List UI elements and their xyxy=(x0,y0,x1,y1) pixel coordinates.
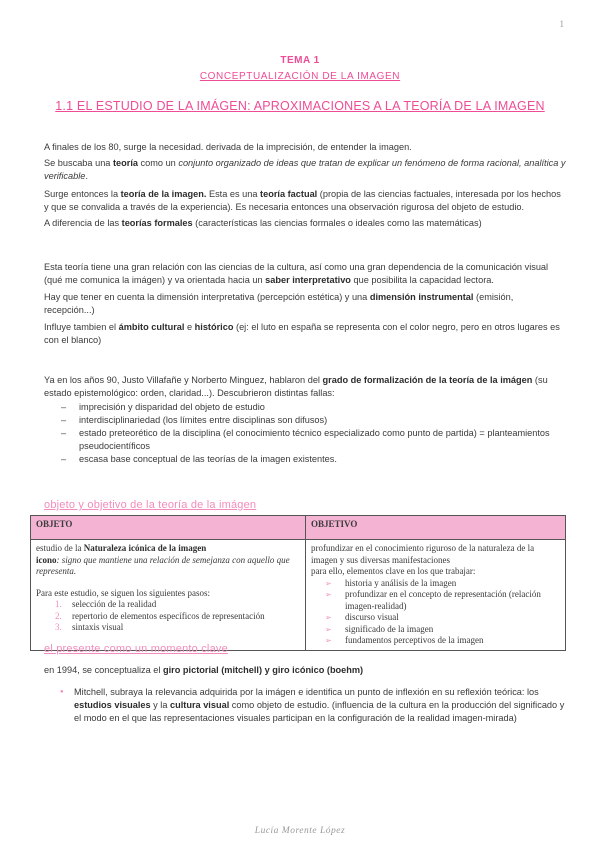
topic-subtitle: CONCEPTUALIZACIÓN DE LA IMAGEN xyxy=(199,71,401,82)
list-item: – estado preteorético de la disciplina (el conocimiento técnico especializado como punto de partida) = planteamientos pseudocientíficos xyxy=(61,427,566,453)
fallas-list xyxy=(44,401,566,466)
list-item: 3. sintaxis visual xyxy=(64,622,300,634)
list-item: ➢ profundizar en el concepto de representación (relación imagen-realidad) xyxy=(325,589,560,612)
subheading-presente: el presente como un momento clave xyxy=(44,643,228,655)
paragraph: A finales de los 80, surge la necesidad. derivada de la imprecisión, de entender la imagen. xyxy=(44,142,412,152)
list-item: – imprecisión y disparidad del objeto de estudio xyxy=(61,401,566,414)
list-item: ➢ discurso visual xyxy=(325,612,560,624)
list-item: ● Mitchell, subraya la relevancia adquirida por la imágen e identifica un punto de inflexión en su reflexión teórica: los estudios visuales y la cultura visual como objeto de estudio. (influencia de la cultura en la producción del significado y el modo en el que las representaciones visuales participan en la configuración de la realidad imagen-mirada) xyxy=(60,686,566,725)
fallas-block xyxy=(44,374,566,466)
topic-title: TEMA 1 xyxy=(280,55,320,66)
intro-paragraphs xyxy=(44,141,566,230)
list-item: 2. repertorio de elementos específicos de representación xyxy=(64,611,300,623)
list-item: ➢ fundamentos perceptivos de la imagen xyxy=(325,635,560,647)
subheading-objeto: objeto y objetivo de la teoría de la imágen xyxy=(44,499,257,511)
list-item: ➢ historia y análisis de la imagen xyxy=(325,578,560,590)
section-heading-text: 1.1 EL ESTUDIO DE LA IMÁGEN: APROXIMACIONES A LA TEORÍA DE LA IMAGEN xyxy=(55,99,545,113)
objetivo-cell: profundizar en el conocimiento riguroso de la naturaleza de la imagen y sus diversas manifestaciones para ello, elementos clave en los que trabajar: ➢ historia y análisis de la imagen ➢ profundizar en el concepto de representación (relación imagen-realidad) ➢ discurso visual ➢ significado de la imagen ➢ fundamentos perceptivos de la imagen xyxy=(306,540,566,651)
paragraph: en 1994, se conceptualiza el giro pictorial (mitchell) y giro icónico (boehm) xyxy=(44,665,364,675)
context-paragraphs xyxy=(44,261,566,347)
table-header-objetivo: OBJETIVO xyxy=(306,516,566,540)
paragraph: Esta teoría tiene una gran relación con las ciencias de la cultura, así como una gran dependencia de la comunicación visual (qué me comunica la imágen) y va orientada hacia un saber interpretativo que posibilita la capacidad lectora. xyxy=(44,262,549,285)
section-heading xyxy=(0,100,600,113)
paragraph: Influye tambien el ámbito cultural e histórico (ej: el luto en españa se representa con el color negro, pero en otros lugares es con el blanco) xyxy=(44,322,560,345)
page-number: 1 xyxy=(559,19,564,29)
pasos-list xyxy=(36,599,300,634)
paragraph: Se buscaba una teoría como un conjunto organizado de ideas que tratan de explicar un fenómeno de forma racional, analítica y verificable. xyxy=(44,158,566,181)
paragraph: Surge entonces la teoría de la imagen. Esta es una teoría factual (propia de las ciencias factuales, interesada por los hechos y que se convalida a través de la experiencia). Es necesaria entonces una observación rigurosa del objeto de estudio. xyxy=(44,189,561,212)
list-item: – escasa base conceptual de las teorías de la imagen existentes. xyxy=(61,453,566,466)
list-item: – interdisciplinariedad (los límites entre disciplinas son difusos) xyxy=(61,414,566,427)
presente-block xyxy=(44,664,566,725)
paragraph: Hay que tener en cuenta la dimensión interpretativa (percepción estética) y una dimensión instrumental (emisión, recepción...) xyxy=(44,292,514,315)
objeto-objetivo-table xyxy=(30,515,566,651)
elementos-list xyxy=(311,578,560,647)
mitchell-list xyxy=(44,686,566,725)
table-header-objeto: OBJETO xyxy=(31,516,306,540)
list-item: 1. selección de la realidad xyxy=(64,599,300,611)
paragraph: A diferencia de las teorías formales (características las ciencias formales o ideales como las matemáticas) xyxy=(44,218,482,228)
list-item: ➢ significado de la imagen xyxy=(325,624,560,636)
paragraph: Ya en los años 90, Justo Villafañe y Norberto Minguez, hablaron del grado de formalización de la teoría de la imágen (su estado epistemológico: orden, claridad...). Descubrieron distintas fallas: xyxy=(44,375,548,398)
objeto-cell: estudio de la Naturaleza icónica de la imagen icono: signo que mantiene una relación de semejanza con aquello que representa. Para este estudio, se siguen los siguientes pasos: 1. selección de la realidad 2. repertorio de elementos específicos de representación 3. sintaxis visual xyxy=(31,540,306,651)
author-signature: Lucía Morente López xyxy=(254,826,346,836)
